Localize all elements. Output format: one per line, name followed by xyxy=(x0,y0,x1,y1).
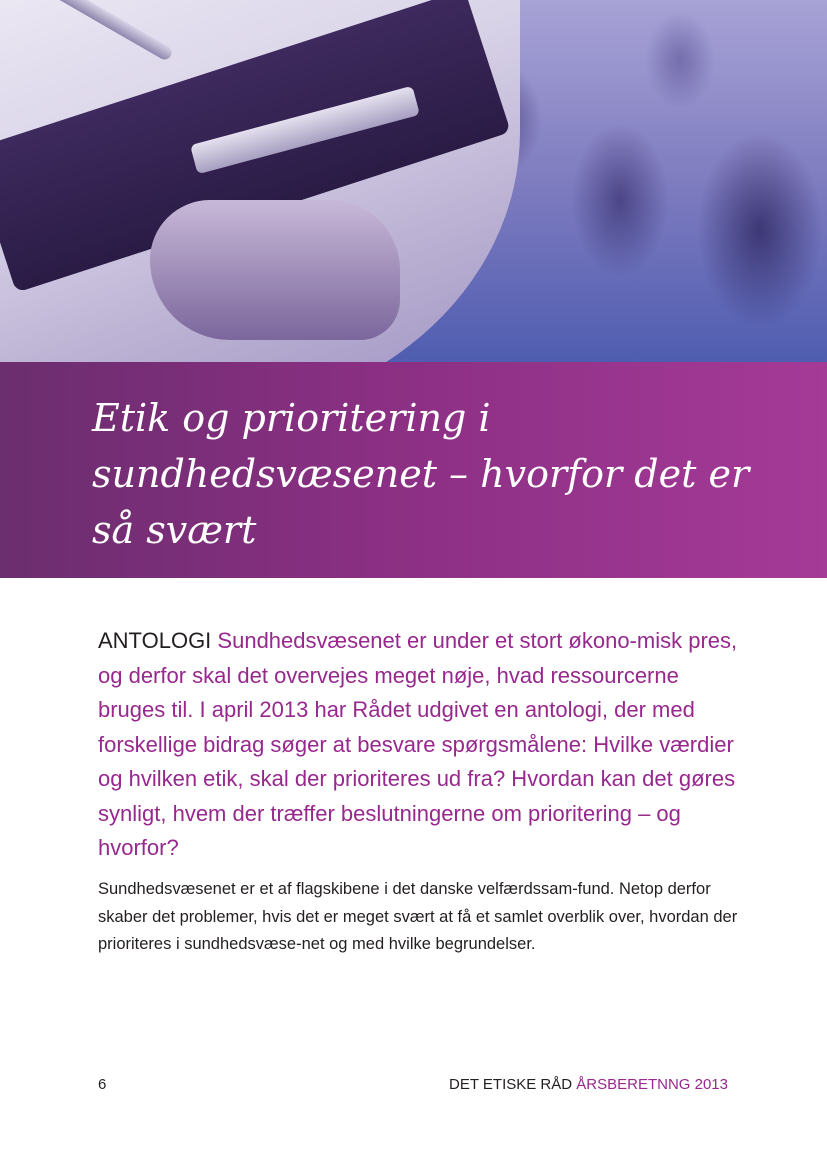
footer-publisher: DET ETISKE RÅD xyxy=(449,1076,573,1093)
running-footer xyxy=(449,1076,728,1093)
page-title: Etik og prioritering i sundhedsvæsenet – hvorfor det er så svært xyxy=(92,396,750,552)
intro-text: Sundhedsvæsenet er under et stort økono-misk pres, og derfor skal det overvejes meget nøje, hvad ressourcerne bruges til. I april 2013 har Rådet udgivet en antologi, der med forskellige bidrag søger at besvare spørgsmålene: Hvilke værdier og hvilken etik, skal der prioriteres ud fra? Hvordan kan det gøres synligt, hvem der træffer beslutningerne om prioritering – og hvorfor? xyxy=(98,628,738,860)
hero-photo xyxy=(0,0,827,362)
intro-lead: ANTOLOGI xyxy=(98,628,212,653)
footer-report: ÅRSBERETNNG 2013 xyxy=(576,1076,728,1093)
page-number: 6 xyxy=(98,1076,107,1093)
intro-paragraph xyxy=(98,624,738,866)
title-band xyxy=(0,362,827,578)
hand xyxy=(150,200,400,340)
body-paragraph: Sundhedsvæsenet er et af flagskibene i det danske velfærdssam-fund. Netop derfor skaber det problemer, hvis det er meget svært at få et samlet overblik over, hvordan der prioriteres i sundhedsvæse-net og med hvilke begrundelser. xyxy=(98,880,738,953)
